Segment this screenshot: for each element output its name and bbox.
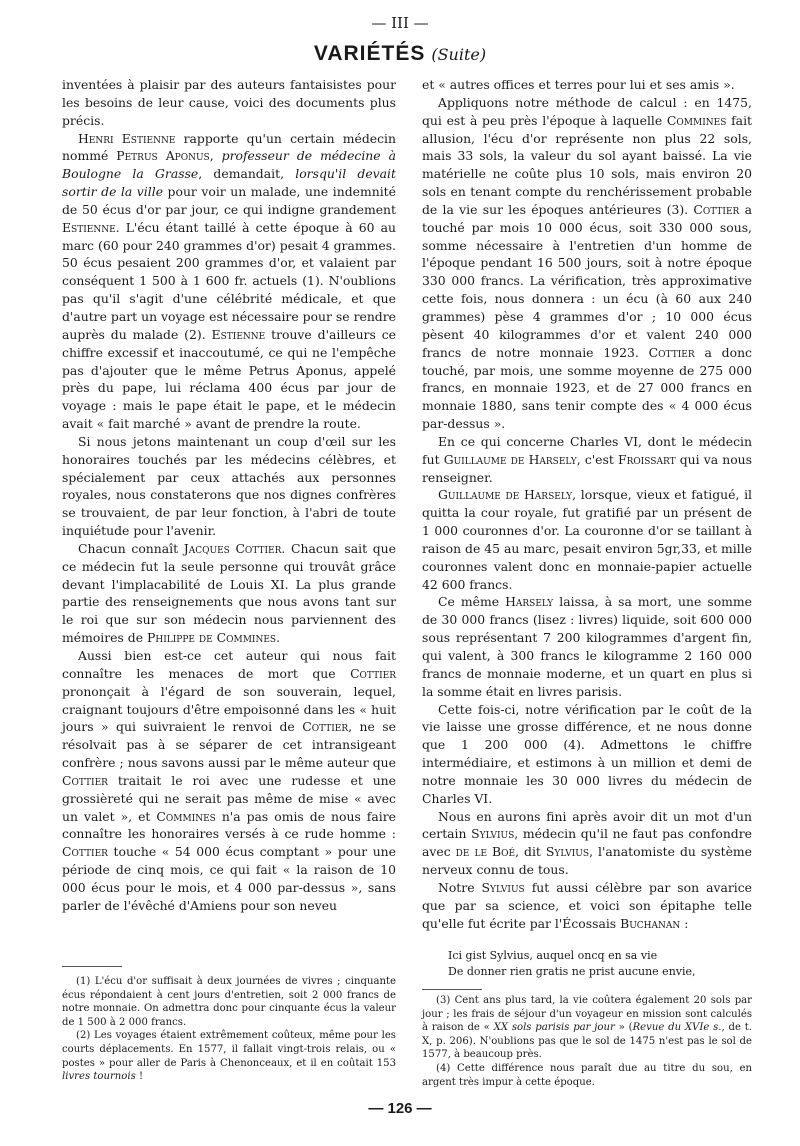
footnote-divider	[62, 966, 122, 967]
epitaph-quote	[448, 948, 748, 980]
footnote-divider	[422, 989, 482, 990]
left-column	[62, 76, 396, 915]
footnote: (3) Cent ans plus tard, la vie coûtera également 20 sols par jour ; les frais de séjour d'un voyageur en mission sont calculés à raison de « XX sols parisis par jour » (Revue du XVIe s., de t. X, p. 206). N'oublions pas que le sol de 1475 n'est pas le sol de 1577, à beaucoup près.	[422, 995, 753, 1061]
section-title	[0, 42, 800, 66]
epitaph-line: De donner rien gratis ne prist aucune envie,	[448, 965, 696, 978]
footnote: (4) Cette différence nous paraît due au titre du sou, en argent très impur à cette époque.	[422, 1062, 752, 1088]
page-number: — 126 —	[368, 1100, 432, 1117]
paragraph: Chacun connaît Jacques Cottier. Chacun sait que ce médecin fut la seule personne qui trouvât grâce devant l'implacabilité de Louis XI. La plus grande partie des renseignements que nous avons tant sur le roi que sur son médecin nous parviennent des mémoires de Philippe de Commines.	[62, 540, 396, 646]
paragraph: Guillaume de Harsely, lorsque, vieux et fatigué, il quitta la cour royale, fut gratifié par un présent de 1 000 couronnes d'or. La couronne d'or se taillant à raison de 45 au marc, pesait environ 5gr,33, et mille couronnes valent donc en monnaie-papier actuelle 42 600 francs.	[422, 487, 752, 592]
person-name: Petrus Aponus	[116, 148, 210, 164]
epitaph-line: Ici gist Sylvius, auquel oncq en sa vie	[448, 949, 658, 962]
footnote: (2) Les voyages étaient extrêmement coûteux, même pour les courts déplacements. En 1577, il fallait vingt-trois relais, ou « postes » pour aller de Paris à Chenonceaux, et il en coûtait 153 livres tournois !	[62, 1030, 396, 1083]
paragraph: Notre Sylvius fut aussi célèbre par son avarice que par sa science, et voici son épitaphe telle qu'elle fut écrite par l'Écossais Buchanan :	[422, 879, 753, 931]
paragraph: Aussi bien est-ce cet auteur qui nous fait connaître les menaces de mort que Cottier prononçait à l'égard de son souverain, lequel, craignant toujours d'être empoisonné dans les « huit jours » qui suivraient le renvoi de Cottier, ne se résolvait pas à se séparer de cet intransigeant confrère ; nous savons aussi par le même auteur que Cottier traitait le roi avec une rudesse et une grossièreté qui ne serait pas même de mise « avec un valet », et Commines n'a pas omis de nous faire connaître les honoraires versés à ce rude homme : Cottier touche « 54 000 écus comptant » pour une période de cinq mois, ce qui fait « la raison de 10 000 écus pour le mois, et 4 000 par-dessus », sans parler de l'évêché d'Amiens pour son neveu	[62, 648, 396, 913]
running-page-roman: — III —	[371, 14, 429, 32]
paragraph: Si nous jetons maintenant un coup d'œil sur les honoraires touchés par les médecins célèbres, et spécialement par ceux attachés aux personnes royales, nous constaterons que nos dignes confrères se trouvaient, de par leur fonction, à l'abri de toute inquiétude pour l'avenir.	[62, 433, 396, 539]
paragraph: inventées à plaisir par des auteurs fantaisistes pour les besoins de leur cause, voici des documents plus précis.	[62, 77, 396, 128]
paragraph: Henri Estienne rapporte qu'un certain médecin nommé Petrus Aponus, professeur de médecine à Boulogne la Grasse, demandait, lorsqu'il devait sortir de la ville pour voir un malade, une indemnité de 50 écus d'or par jour, ce qui indigne grandement Estienne. L'écu étant taillé à cette époque à 60 au marc (60 pour 240 grammes d'or) pesait 4 grammes. 50 écus pesaient 200 grammes d'or, et valaient par conséquent 1 500 à 1 600 fr. actuels (1). N'oublions pas qu'il s'agit d'une célébrité médicale, et que d'autre part un voyage est nécessaire pour se rendre auprès du malade (2). Estienne trouve d'ailleurs ce chiffre excessif et inaccoutumé, ce qui ne l'empêche pas d'ajouter que le même Petrus Aponus, appelé près du pape, lui réclama 400 écus par jour de voyage : mais le pape était le pape, et le médecin avait « fait marché » avant de prendre la route.	[62, 130, 396, 432]
paragraph: Nous en aurons fini après avoir dit un mot d'un certain Sylvius, médecin qu'il ne faut pas confondre avec de le Boé, dit Sylvius, l'anatomiste du système nerveux connu de tous.	[422, 808, 752, 878]
footnote: (1) L'écu d'or suffisait à deux journées de vivres ; cinquante écus répondaient à cent jours d'entretien, soit 2 000 francs de notre monnaie. On admettra donc pour cinquante écus la valeur de 1 500 à 2 000 francs.	[62, 976, 396, 1028]
footnotes-left	[62, 975, 396, 1084]
paragraph: Ce même Harsely laissa, à sa mort, une somme de 30 000 francs (lisez : livres) liquide, soit 600 000 sous représentant 7 200 kilogrammes d'argent fin, qui valent, à 300 francs le kilogramme 2 160 000 francs de monnaie moderne, et un quart en plus si la somme était en livres parisis.	[422, 594, 752, 699]
title-suffix: (Suite)	[431, 45, 487, 64]
paragraph: et « autres offices et terres pour lui et ses amis ».	[422, 77, 735, 92]
title-text: VARIÉTÉS	[313, 42, 426, 65]
paragraph: Appliquons notre méthode de calcul : en 1475, qui est à peu près l'époque à laquelle Commines fait allusion, l'écu d'or représente non plus 22 sols, mais 33 sols, la valeur du sol ayant baissé. La vie matérielle ne coûte plus 10 sols, mais environ 20 sols en tenant compte du renchérissement probable de la vie sur les époques antérieures (3). Cottier a touché par mois 10 000 écus, soit 330 000 sous, somme nécessaire à l'entretien d'un homme de l'époque pendant 16 500 jours, soit à notre époque 330 000 francs. La vérification, très approximative cette fois, nous donnera : un écu (à 60 aux 240 grammes) pèse 4 grammes d'or ; 10 000 écus pèsent 40 kilogrammes d'or et valent 240 000 francs de notre monnaie 1923. Cottier a donc touché, par mois, une somme moyenne de 275 000 francs, en monnaie 1923, et de 27 000 francs en monnaie 1880, sans tenir compte des « 4 000 écus par-dessus ».	[422, 94, 753, 432]
paragraph: Cette fois-ci, notre vérification par le coût de la vie laisse une grosse différence, et ne nous donne que 1 200 000 (4). Admettons le chiffre intermédiaire, et estimons à un million et demi de notre monnaie les 30 000 livres du médecin de Charles VI.	[422, 701, 752, 806]
right-column	[422, 76, 752, 933]
footnotes-right	[422, 994, 752, 1089]
author-name: Henri Estienne	[78, 130, 176, 146]
paragraph: En ce qui concerne Charles VI, dont le médecin fut Guillaume de Harsely, c'est Froissart qui va nous renseigner.	[422, 433, 753, 485]
